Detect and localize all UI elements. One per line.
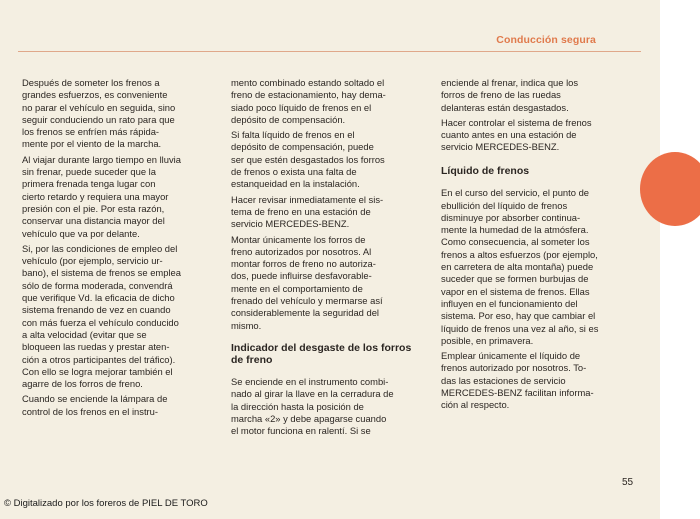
page-number: 55 — [622, 477, 634, 488]
paragraph: Se enciende en el instrumento combi- nado al girar la llave en la cerradura de la dirección hasta la posición de marcha «2» y debe apagarse cuando el motor funciona en ralentí. Si se — [231, 375, 394, 437]
paragraph: Al viajar durante largo tiempo en lluvia sin frenar, puede suceder que la primera frenada tenga lugar con cierto retardo y requiera una mayor presión con el pie. Por esta razón, conservar una distancia mayor del vehículo que va por delante. — [22, 153, 181, 239]
text-column-1 — [22, 77, 222, 421]
paragraph: Hacer controlar el sistema de frenos cuanto antes en una estación de servicio MERCEDES-BENZ. — [441, 116, 592, 153]
paragraph: En el curso del servicio, el punto de ebullición del líquido de frenos disminuye por absorber continua- mente la humedad de la atmósfera. Como consecuencia, al someter los frenos a altos esfuerzos (por ejemplo, en carretera de alta montaña) puede suceder que se formen burbujas de vapor en el sistema de frenos. Ellas influyen en el funcionamiento del sistema. Por eso, hay que cambiar el líquido de frenos una vez al año, si es posible, en primavera. — [441, 187, 599, 346]
section-tab-marker — [640, 152, 700, 226]
section-title: Conducción segura — [496, 34, 596, 46]
text-column-3 — [441, 77, 641, 415]
header-rule — [18, 51, 641, 52]
subheading-brake-wear-indicator: Indicador del desgaste de los forros de freno — [231, 341, 412, 367]
scan-credit: © Digitalizado por los foreros de PIEL DE TORO — [4, 498, 208, 509]
paragraph: Hacer revisar inmediatamente el sis- tema de freno en una estación de servicio MERCEDES-BENZ. — [231, 193, 384, 230]
subheading-brake-fluid: Líquido de frenos — [441, 164, 530, 177]
paragraph: Si falta líquido de frenos en el depósito de compensación, puede ser que estén desgastados los forros de frenos o exista una falta de estanqueidad en la instalación. — [231, 129, 385, 190]
paragraph: Después de someter los frenos a grandes esfuerzos, es conveniente no parar el vehículo en seguida, sino seguir conduciendo un rato para que los frenos se enfríen más rápida- mente por el viento de la marcha. — [22, 77, 176, 150]
paragraph: Cuando se enciende la lámpara de control de los frenos en el instru- — [22, 393, 168, 417]
paragraph: Si, por las condiciones de empleo del vehículo (por ejemplo, servicio ur- bano), el sistema de frenos se emplea sólo de forma moderada, convendrá que verifique Vd. la eficacia de dicho sistema frenando de vez en cuando con más fuerza el vehículo conducido a alta velocidad (evitar que se bloqueen las ruedas y prestar aten- ción a otros participantes del tráfico). Con ello se logra mejorar también el agarre de los forros de freno. — [22, 242, 181, 390]
paragraph: mento combinado estando soltado el freno de estacionamiento, hay dema- siado poco líquido de frenos en el depósito de compensación. — [231, 77, 386, 125]
text-column-2 — [231, 77, 431, 440]
paragraph: Emplear únicamente el líquido de frenos autorizado por nosotros. To- das las estaciones de servicio MERCEDES-BENZ facilitan informa- ción al respecto. — [441, 350, 594, 411]
paragraph: enciende al frenar, indica que los forros de freno de las ruedas delanteras están desgastados. — [441, 77, 579, 113]
paragraph: Montar únicamente los forros de freno autorizados por nosotros. Al montar forros de freno no autoriza- dos, puede influirse desfavorable- mente en el comportamiento de frenado del vehículo y mermarse así considerablemente la seguridad del mismo. — [231, 233, 383, 331]
